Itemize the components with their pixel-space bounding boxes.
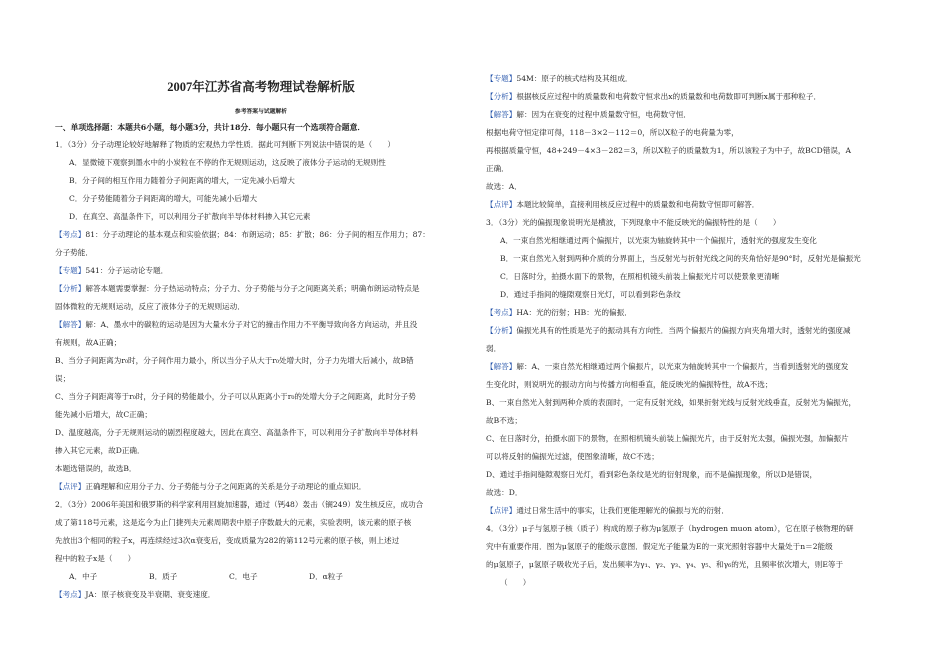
q2-zhuanti-text: 54M：原子的核式结构及其组成． [516, 74, 633, 83]
q1-fenxi-cont: 固体微粒的无规则运动，反应了液体分子的无规则运动． [55, 302, 245, 311]
q2-jieda-line4: 正确． [486, 164, 509, 173]
q1-option-a: A．显微镜下观察到墨水中的小炭粒在不停的作无规则运动，这反映了液体分子运动的无规则性 [69, 158, 386, 167]
q3-jieda-line2: 生变化时，则说明光的振动方向与传播方向相垂直，能反映光的偏振特性，故A不选； [486, 380, 773, 389]
q1-jieda-line5: C、当分子间距离等于r₀时，分子间的势能最小，分子可以从距离小于r₀的处增大分子之间距离，此时分子势 [55, 392, 416, 401]
q2-jieda-line2: 根据电荷守恒定律可得，118－3×2－112＝0，所以X粒子的电荷量为零， [486, 128, 739, 137]
q3-fenxi-text: 偏振光具有的性质是光子的振动具有方向性．当两个偏振片的偏振方向夹角增大时，透射光的强度减 [516, 326, 851, 335]
q1-stem: 1．（3分）分子动理论较好地解释了物质的宏观热力学性质．据此可判断下列说法中错误的是（ ） [55, 140, 395, 149]
zhuanti-tag: 【专题】 [55, 266, 86, 275]
q3-jieda-line5: C、在日落时分，拍摄水面下的景物，在照相机镜头前装上偏振光片，由于反射光太强，偏振光强，加偏振片 [486, 434, 849, 443]
q2-stem-line1: 2．（3分）2006年美国和俄罗斯的科学家利用回旋加速器，通过（钙48）轰击（锎249）发生核反应，成功合 [55, 500, 424, 509]
q2-jieda-text: 解：因为在衰变的过程中质量数守恒，电荷数守恒． [516, 110, 692, 119]
kaodian-tag: 【考点】 [486, 308, 517, 317]
q2-stem-line2: 成了第118号元素，这是迄今为止门捷列夫元素周期表中原子序数最大的元素，实验表明，该元素的原子核 [55, 518, 412, 527]
q4-stem-line2: 究中有重要作用．图为μ氢原子的能级示意图．假定光子能量为E的一束光照射容器中大量处于n＝2能级 [486, 542, 833, 551]
fenxi-tag: 【分析】 [55, 284, 86, 293]
q3-option-b: B．一束自然光入射到两种介质的分界面上，当反射光与折射光线之间的夹角恰好是90°时，反射光是偏振光 [500, 254, 861, 263]
q1-kaodian-cont: 分子势能． [55, 248, 93, 257]
q3-fenxi [486, 326, 906, 337]
q1-jieda-line3: B、当分子间距离为r₀时，分子间作用力最小，所以当分子从大于r₀处增大时，分子力先增大后减小，故B错 [55, 356, 414, 365]
q2-fenxi [486, 92, 906, 103]
q3-jieda [486, 362, 906, 373]
q1-option-d: D．在真空、高温条件下，可以利用分子扩散向半导体材料掺入其它元素 [69, 212, 311, 221]
q3-fenxi-cont: 弱． [486, 344, 502, 353]
dianping-tag: 【点评】 [486, 200, 517, 209]
q2-dianping [486, 200, 906, 211]
q1-kaodian [55, 230, 467, 241]
q2-option-d: D．α粒子 [309, 572, 343, 581]
page-subtitle: 参考答案与试题解析 [234, 109, 288, 115]
q2-option-b: B．质子 [149, 572, 178, 581]
q1-jieda-line6: 能先减小后增大，故C正确； [55, 410, 152, 419]
q1-jieda-line2: 有规则，故A正确； [55, 338, 122, 347]
kaodian-tag: 【考点】 [55, 590, 86, 599]
q2-kaodian-text: JA：原子核衰变及半衰期、衰变速度． [85, 590, 216, 599]
q1-jieda-text: 解：A、墨水中的碳粒的运动是因为大量水分子对它的撞击作用力不平衡导致向各方向运动，并且没 [85, 320, 418, 329]
q2-fenxi-text: 根据核反应过程中的质量数和电荷数守恒求出x的质量数和电荷数即可判断x属于那种粒子． [516, 92, 822, 101]
q3-jieda-line3: B、一束自然光入射到两种介质的表面时，一定有反射光线，如果折射光线与反射光线垂直，反射光为偏振光， [486, 398, 857, 407]
dianping-tag: 【点评】 [486, 506, 517, 515]
q1-jieda [55, 320, 467, 331]
q1-option-b: B．分子间的相互作用力随着分子间距离的增大，一定先减小后增大 [69, 176, 295, 185]
dianping-tag: 【点评】 [55, 482, 86, 491]
q3-jieda-line8: 故选：D． [486, 488, 523, 497]
q2-dianping-text: 本题比较简单，直接利用核反应过程中的质量数和电荷数守恒即可解答． [516, 200, 760, 209]
q2-stem-line3: 先放出3个相同的粒子x，再连续经过3次α衰变后，变成质量为282的第112号元素的原子核，则上述过 [55, 536, 400, 545]
q4-stem-line4: （ ） [500, 578, 531, 587]
q2-jieda-line5: 故选：A． [486, 182, 522, 191]
q2-zhuanti [486, 74, 906, 85]
section-heading: 一、单项选择题：本题共6小题，每小题3分，共计18分．每小题只有一个选项符合题意． [55, 123, 366, 132]
q1-kaodian-text: 81：分子动理论的基本观点和实验依据；84：布朗运动；85：扩散；86：分子间的相互作用力；87： [85, 230, 430, 239]
q1-dianping-text: 正确理解和应用分子力、分子势能与分子之间距离的关系是分子动理论的重点知识． [85, 482, 367, 491]
q3-dianping-text: 通过日常生活中的事实，让我们更能理解光的偏振与光的衍射． [516, 506, 729, 515]
q1-zhuanti-text: 541：分子运动论专题． [85, 266, 169, 275]
fenxi-tag: 【分析】 [486, 92, 517, 101]
q1-option-c: C．分子势能随着分子间距离的增大，可能先减小后增大 [69, 194, 258, 203]
q1-fenxi [55, 284, 467, 295]
jieda-tag: 【解答】 [55, 320, 86, 329]
zhuanti-tag: 【专题】 [486, 74, 517, 83]
q1-zhuanti [55, 266, 467, 277]
q4-stem-line3: 的μ氢原子，μ氢原子吸收光子后，发出频率为γ₁、γ₂、γ₃、γ₄、γ₅、和γ₆的光，且频率依次增大，则E等于 [486, 560, 844, 569]
q3-jieda-line7: D、通过手指间缝隙观察日光灯，看到彩色条纹是光的衍射现象，而不是偏振现象，所以D是错误， [486, 470, 818, 479]
q2-kaodian [55, 590, 467, 601]
q3-jieda-line6: 可以将反射的偏振光过滤，使图象清晰，故C不选； [486, 452, 659, 461]
q3-option-a: A．一束自然光相继通过两个偏振片，以光束为轴旋转其中一个偏振片，透射光的强度发生变化 [500, 236, 817, 245]
kaodian-tag: 【考点】 [55, 230, 86, 239]
q1-dianping [55, 482, 467, 493]
fenxi-tag: 【分析】 [486, 326, 517, 335]
q1-jieda-line7: D、温度越高，分子无规则运动的剧烈程度越大，因此在真空、高温条件下，可以利用分子扩散向半导体材料 [55, 428, 418, 437]
q2-option-a: A．中子 [69, 572, 98, 581]
q3-option-d: D．通过手指间的缝隙观察日光灯，可以看到彩色条纹 [500, 290, 681, 299]
q1-fenxi-text: 解答本题需要掌握：分子热运动特点；分子力、分子势能与分子之间距离关系；明确布朗运动特点是 [85, 284, 420, 293]
page-title: 2007年江苏省高考物理试卷解析版 [167, 80, 355, 94]
q2-jieda [486, 110, 906, 121]
q3-jieda-text: 解：A、一束自然光相继通过两个偏振片，以光束为轴旋转其中一个偏振片，当看到透射光的强度发 [516, 362, 849, 371]
q1-jieda-line8: 掺入其它元素，故D正确． [55, 446, 145, 455]
q3-jieda-line4: 故B不选； [486, 416, 522, 425]
q2-stem-line4: 程中的粒子x是（ ） [55, 554, 136, 563]
q4-stem-line1: 4．（3分）μ子与氢原子核（质子）构成的原子称为μ氢原子（hydrogen muon atom），它在原子核物理的研 [486, 524, 854, 533]
q1-jieda-line9: 本题选错误的，故选B． [55, 464, 137, 473]
q2-option-c: C．电子 [229, 572, 258, 581]
q2-jieda-line3: 再根据质量守恒，48+249－4×3－282＝3，所以X粒子的质量数为1，所以该粒子为中子，故BCD错误，A [486, 146, 851, 155]
q3-option-c: C．日落时分，拍摄水面下的景物，在照相机镜头前装上偏振光片可以使景象更清晰 [500, 272, 780, 281]
q3-stem: 3．（3分）光的偏振现象说明光是横波，下列现象中不能反映光的偏振特性的是（ ） [486, 218, 781, 227]
jieda-tag: 【解答】 [486, 362, 517, 371]
jieda-tag: 【解答】 [486, 110, 517, 119]
q3-kaodian [486, 308, 906, 319]
q3-kaodian-text: HA：光的衍射；HB：光的偏振． [516, 308, 632, 317]
q1-jieda-line4: 误； [55, 374, 71, 383]
q2-options [55, 572, 467, 583]
q3-dianping [486, 506, 906, 517]
